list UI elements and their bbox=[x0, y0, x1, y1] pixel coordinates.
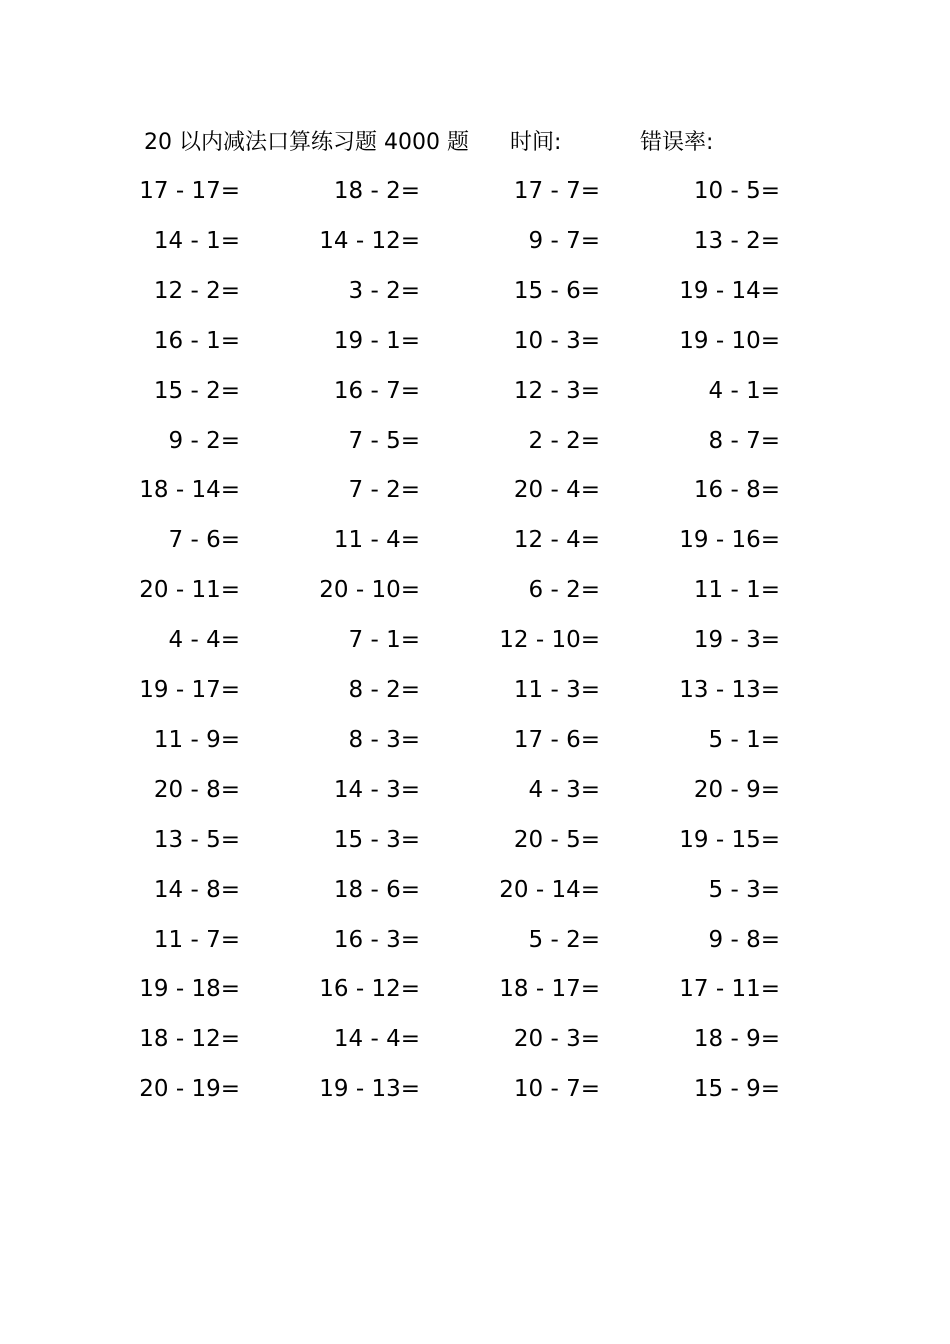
problem-r8-c1: 7 - 6= bbox=[168, 527, 240, 554]
problem-r9-c4: 11 - 1= bbox=[693, 577, 780, 604]
problem-r6-c3: 2 - 2= bbox=[528, 427, 600, 454]
problem-r13-c1: 20 - 8= bbox=[153, 776, 240, 803]
problem-r10-c1: 4 - 4= bbox=[168, 627, 240, 654]
problem-r16-c2: 16 - 3= bbox=[333, 926, 420, 953]
problem-r3-c2: 3 - 2= bbox=[348, 277, 420, 304]
problem-r1-c2: 18 - 2= bbox=[333, 178, 420, 204]
problem-r17-c4: 17 - 11= bbox=[679, 976, 780, 1003]
problem-r2-c3: 9 - 7= bbox=[528, 227, 600, 254]
problem-r10-c2: 7 - 1= bbox=[348, 627, 420, 654]
problem-r15-c4: 5 - 3= bbox=[708, 876, 780, 903]
problem-r13-c3: 4 - 3= bbox=[528, 776, 600, 803]
problem-r18-c1: 18 - 12= bbox=[139, 1026, 240, 1053]
problem-r3-c3: 15 - 6= bbox=[513, 277, 600, 304]
problem-r17-c1: 19 - 18= bbox=[139, 976, 240, 1003]
problem-r11-c4: 13 - 13= bbox=[679, 677, 780, 703]
problem-r10-c3: 12 - 10= bbox=[499, 627, 600, 654]
problem-r1-c1: 17 - 17= bbox=[139, 178, 240, 204]
worksheet-title: 20 以内减法口算练习题 4000 题 bbox=[144, 130, 469, 155]
time-label: 时间: bbox=[510, 130, 562, 155]
worksheet-header bbox=[0, 126, 950, 160]
problem-r15-c1: 14 - 8= bbox=[153, 876, 240, 903]
problem-r19-c2: 19 - 13= bbox=[319, 1076, 420, 1103]
problem-r9-c3: 6 - 2= bbox=[528, 577, 600, 604]
problem-r19-c3: 10 - 7= bbox=[513, 1076, 600, 1103]
problem-r15-c2: 18 - 6= bbox=[333, 876, 420, 903]
problem-r12-c2: 8 - 3= bbox=[348, 726, 420, 753]
problem-r11-c1: 19 - 17= bbox=[139, 677, 240, 703]
problem-r11-c3: 11 - 3= bbox=[513, 677, 600, 703]
problem-r19-c1: 20 - 19= bbox=[139, 1076, 240, 1103]
problem-r3-c4: 19 - 14= bbox=[679, 277, 780, 304]
problem-r5-c4: 4 - 1= bbox=[708, 377, 780, 404]
problem-r13-c4: 20 - 9= bbox=[693, 776, 780, 803]
problem-r12-c1: 11 - 9= bbox=[153, 726, 240, 753]
problem-r17-c3: 18 - 17= bbox=[499, 976, 600, 1003]
problem-r12-c4: 5 - 1= bbox=[708, 726, 780, 753]
problem-r6-c4: 8 - 7= bbox=[708, 427, 780, 454]
problem-r8-c2: 11 - 4= bbox=[333, 527, 420, 554]
problem-r19-c4: 15 - 9= bbox=[693, 1076, 780, 1103]
problem-r16-c4: 9 - 8= bbox=[708, 926, 780, 953]
problem-r6-c2: 7 - 5= bbox=[348, 427, 420, 454]
problem-r7-c1: 18 - 14= bbox=[139, 477, 240, 504]
problem-r16-c3: 5 - 2= bbox=[528, 926, 600, 953]
problem-r7-c4: 16 - 8= bbox=[693, 477, 780, 504]
problem-r9-c1: 20 - 11= bbox=[139, 577, 240, 604]
problem-r5-c1: 15 - 2= bbox=[153, 377, 240, 404]
problem-r4-c4: 19 - 10= bbox=[679, 327, 780, 354]
error-rate-label: 错误率: bbox=[640, 130, 714, 155]
problem-r6-c1: 9 - 2= bbox=[168, 427, 240, 454]
problem-r1-c4: 10 - 5= bbox=[693, 178, 780, 204]
problem-r2-c1: 14 - 1= bbox=[153, 227, 240, 254]
problem-r14-c2: 15 - 3= bbox=[333, 826, 420, 853]
problem-r3-c1: 12 - 2= bbox=[153, 277, 240, 304]
problem-r12-c3: 17 - 6= bbox=[513, 726, 600, 753]
problem-r4-c3: 10 - 3= bbox=[513, 327, 600, 354]
problem-r5-c2: 16 - 7= bbox=[333, 377, 420, 404]
problem-r11-c2: 8 - 2= bbox=[348, 677, 420, 703]
problem-r8-c3: 12 - 4= bbox=[513, 527, 600, 554]
problem-r10-c4: 19 - 3= bbox=[693, 627, 780, 654]
problem-r5-c3: 12 - 3= bbox=[513, 377, 600, 404]
problem-r4-c2: 19 - 1= bbox=[333, 327, 420, 354]
problem-r13-c2: 14 - 3= bbox=[333, 776, 420, 803]
problem-r18-c2: 14 - 4= bbox=[333, 1026, 420, 1053]
problem-r18-c4: 18 - 9= bbox=[693, 1026, 780, 1053]
problem-r14-c3: 20 - 5= bbox=[513, 826, 600, 853]
problem-r14-c1: 13 - 5= bbox=[153, 826, 240, 853]
problem-r1-c3: 17 - 7= bbox=[513, 178, 600, 204]
problem-r7-c2: 7 - 2= bbox=[348, 477, 420, 504]
problem-r18-c3: 20 - 3= bbox=[513, 1026, 600, 1053]
problem-r16-c1: 11 - 7= bbox=[153, 926, 240, 953]
problem-r14-c4: 19 - 15= bbox=[679, 826, 780, 853]
problem-r15-c3: 20 - 14= bbox=[499, 876, 600, 903]
problem-r17-c2: 16 - 12= bbox=[319, 976, 420, 1003]
problem-r2-c4: 13 - 2= bbox=[693, 227, 780, 254]
problem-r9-c2: 20 - 10= bbox=[319, 577, 420, 604]
problem-r8-c4: 19 - 16= bbox=[679, 527, 780, 554]
problem-r4-c1: 16 - 1= bbox=[153, 327, 240, 354]
problem-r2-c2: 14 - 12= bbox=[319, 227, 420, 254]
problem-r7-c3: 20 - 4= bbox=[513, 477, 600, 504]
